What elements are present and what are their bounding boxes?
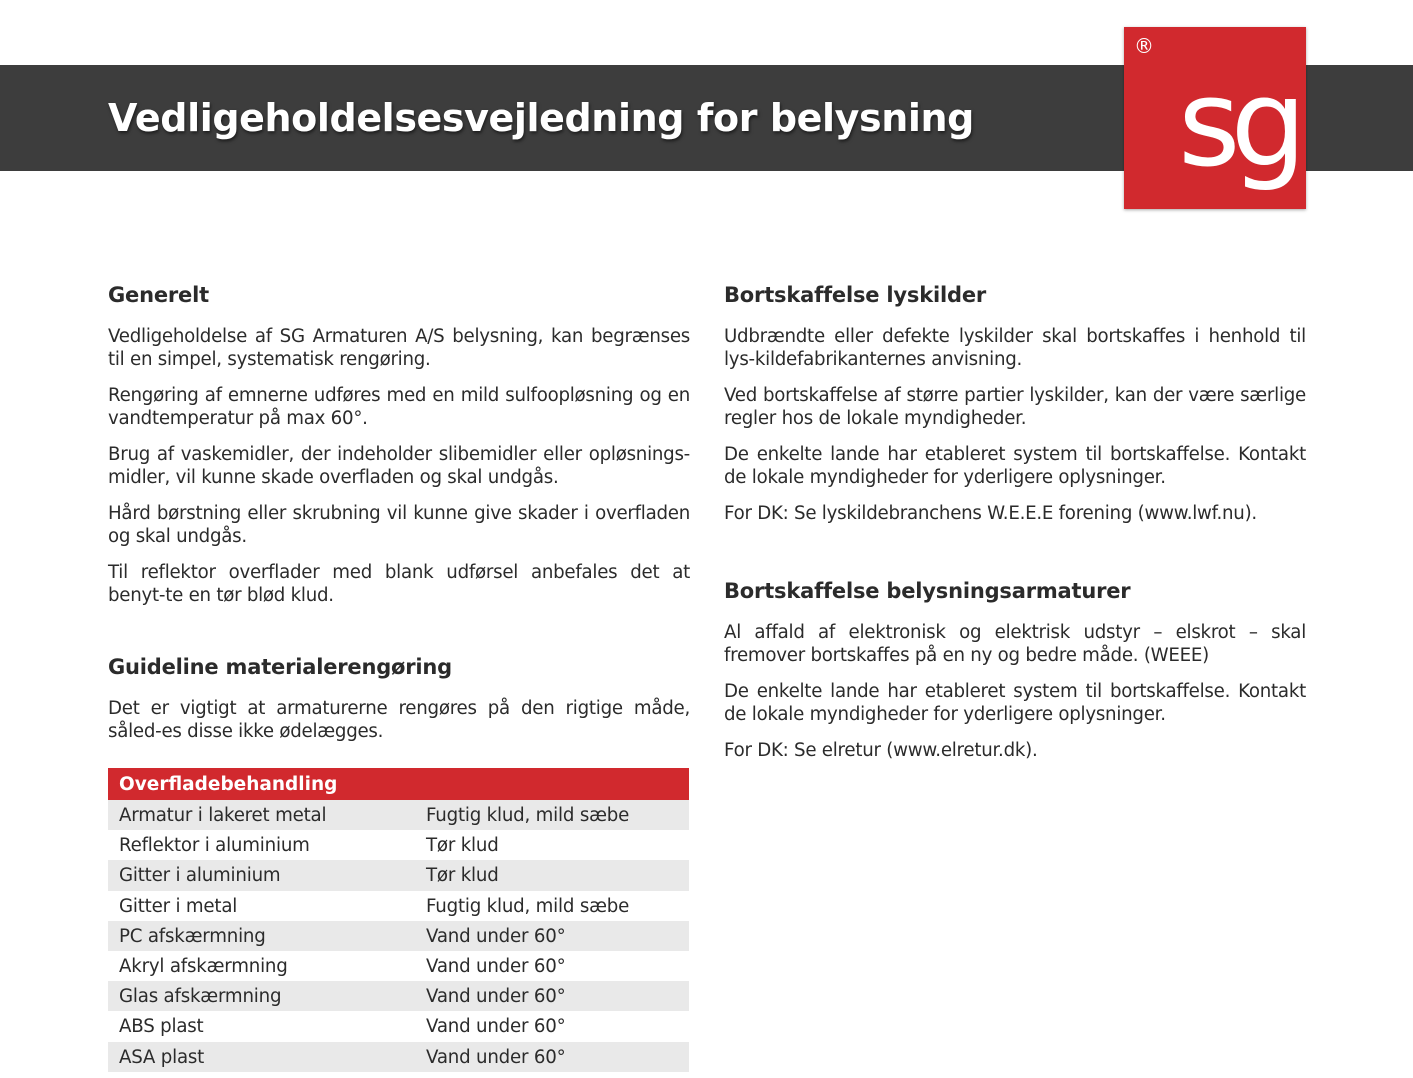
cleaning-cell: Fugtig klud, mild sæbe [426,805,630,826]
paragraph: Vedligeholdelse af SG Armaturen A/S belysning, kan begrænses til en simpel, systematisk rengøring. [108,326,690,370]
paragraph: Det er vigtigt at armaturerne rengøres på den rigtige måde, såled-es disse ikke ødelægges. [108,698,690,742]
cleaning-cell: Vand under 60° [426,1016,566,1038]
material-cell: Gitter i aluminium [119,865,281,887]
table-row [108,860,689,890]
cleaning-cell: Vand under 60° [426,925,566,947]
cleaning-cell: Vand under 60° [426,955,566,977]
paragraph: De enkelte lande har etableret system til bortskaffelse. Kontakt de lokale myndigheder for yderligere oplysninger. [724,444,1306,488]
material-cell: Gitter i metal [119,895,238,917]
surface-treatment-table [108,768,689,1072]
paragraph: Rengøring af emnerne udføres med en mild sulfoopløsning og en vandtemperatur på max 60°. [108,385,690,429]
material-cell: ABS plast [119,1016,204,1038]
table-row [108,891,689,921]
logo-letters: sg [1178,55,1297,194]
cleaning-cell: Tør klud [426,835,499,857]
link-text: For DK: Se lyskildebranchens W.E.E.E forening (www.lwf.nu). [724,503,1257,524]
table-row [108,830,689,860]
paragraph: Ved bortskaffelse af større partier lyskilder, kan der være særlige regler hos de lokale myndigheder. [724,385,1306,429]
paragraph: Til reflektor overflader med blank udførsel anbefales det at benyt-te en tør blød klud. [108,562,690,606]
material-cell: Glas afskærmning [119,986,282,1008]
paragraph: Brug af vaskemidler, der indeholder slibemidler eller opløsnings-midler, vil kunne skade overfladen og skal undgås. [108,444,690,488]
cleaning-cell: Fugtig klud, mild sæbe [426,895,630,917]
section-heading-armaturer: Bortskaffelse belysningsarmaturer [724,579,1131,603]
material-cell: ASA plast [119,1046,205,1068]
paragraph: Udbrændte eller defekte lyskilder skal bortskaffes i henhold til lys-kildefabrikanternes anvisning. [724,326,1306,370]
material-cell: Akryl afskærmning [119,955,288,977]
sg-logo [1124,27,1306,209]
left-column [108,280,690,756]
table-row [108,1011,689,1041]
table-header: Overfladebehandling [108,768,689,800]
paragraph: De enkelte lande har etableret system til bortskaffelse. Kontakt de lokale myndigheder for yderligere oplysninger. [724,681,1306,725]
section-heading-generelt: Generelt [108,283,209,307]
link-text: For DK: Se elretur (www.elretur.dk). [724,740,1038,761]
paragraph: Hård børstning eller skrubning vil kunne give skader i overfladen og skal undgås. [108,503,690,547]
table-row [108,981,689,1011]
material-cell: PC afskærmning [119,925,266,947]
registered-mark: ® [1134,34,1154,58]
table-row [108,921,689,951]
material-cell: Reflektor i aluminium [119,835,310,857]
page-title: Vedligeholdelsesvejledning for belysning [108,96,974,140]
cleaning-cell: Vand under 60° [426,986,566,1008]
table-row [108,1042,689,1072]
paragraph: Al affald af elektronisk og elektrisk udstyr – elskrot – skal fremover bortskaffes på en ny og bedre måde. (WEEE) [724,622,1306,666]
cleaning-cell: Vand under 60° [426,1046,566,1068]
section-heading-guideline: Guideline materialerengøring [108,655,453,679]
table-row [108,951,689,981]
table-row [108,800,689,830]
cleaning-cell: Tør klud [426,865,499,887]
material-cell: Armatur i lakeret metal [119,805,327,826]
section-heading-lyskilder: Bortskaffelse lyskilder [724,283,987,307]
right-column [724,280,1306,775]
